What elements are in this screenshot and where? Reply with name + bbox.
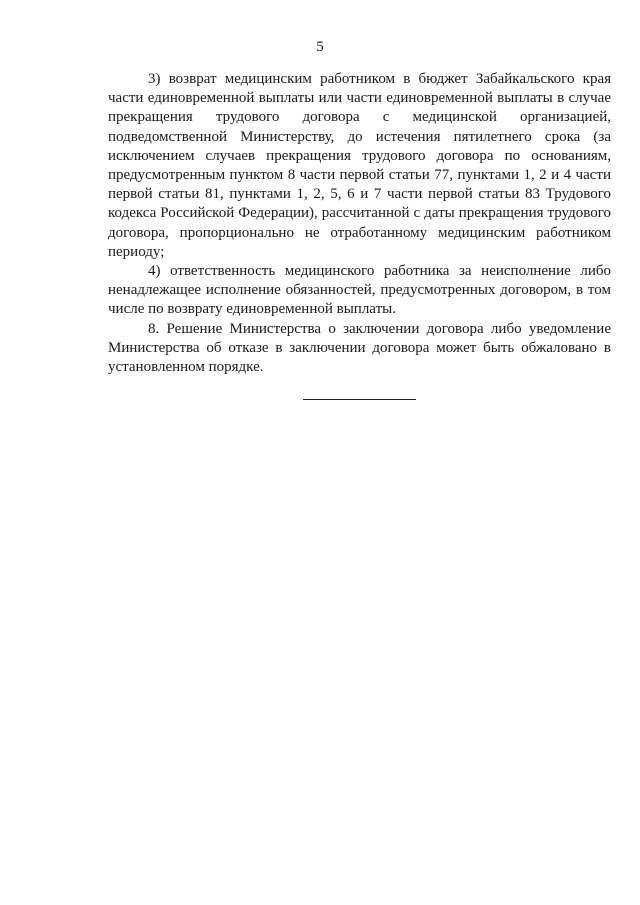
page-number: 5 — [316, 39, 324, 55]
paragraph-item-4-liability: 4) ответственность медицинского работника за неисполнение либо ненадлежащее исполнение обязанностей, предусмотренных договором, в том числе по возврату единовременной выплаты. — [108, 263, 611, 318]
document-body — [108, 70, 611, 377]
paragraph-clause-8-appeal: 8. Решение Министерства о заключении договора либо уведомление Министерства об отказе в заключении договора может быть обжаловано в установленном порядке. — [108, 320, 611, 376]
end-separator-line — [303, 399, 416, 400]
paragraph-item-3-refund: 3) возврат медицинским работником в бюджет Забайкальского края части единовременной выплаты или части единовременной выплаты в случае прекращения трудового договора с медицинской организацией, подведомственной Министерству, до истечения пятилетнего срока (за исключением случаев прекращения трудового договора по основаниям, предусмотренным пунктом 8 части первой статьи 77, пунктами 1, 2 и 4 части первой статьи 81, пунктами 1, 2, 5, 6 и 7 части первой статьи 83 Трудового кодекса Российской Федерации), рассчитанной с даты прекращения трудового договора, пропорционально не отработанному медицинским работником периоду; — [108, 71, 611, 260]
